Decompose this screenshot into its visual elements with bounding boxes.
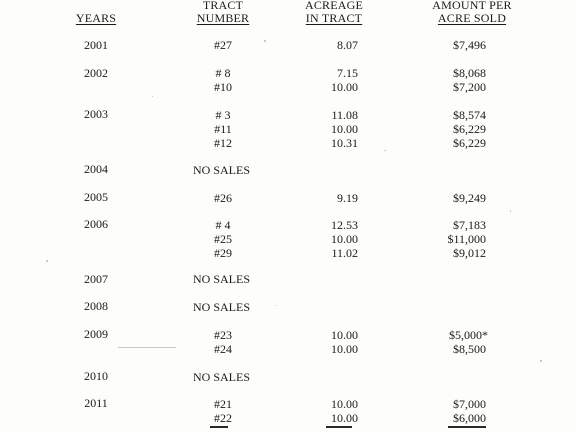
scan-speck: [264, 40, 266, 42]
year-cell: 2008: [84, 299, 108, 313]
acreage-cell: 12.53: [331, 218, 358, 232]
amount-cell: $8,068: [453, 66, 486, 80]
no-sales-label: NO SALES: [193, 272, 251, 286]
header-years-label: YEARS: [75, 11, 117, 25]
scan-speck: [152, 96, 153, 97]
year-cell: 2003: [84, 107, 108, 121]
tract-cell: #21: [214, 397, 232, 411]
acreage-cell: 8.07: [337, 38, 358, 52]
scan-speck: [384, 150, 386, 151]
tract-cell: # 3: [215, 108, 231, 122]
tract-cell: # 8: [215, 66, 231, 80]
header-tract-line2: NUMBER: [196, 11, 250, 25]
acreage-cell: 10.00: [331, 411, 358, 425]
header-acreage-line1: ACREAGE: [304, 0, 364, 12]
header-acreage-line2: IN TRACT: [305, 11, 363, 25]
tract-cell: #24: [214, 342, 232, 356]
year-cell: 2002: [84, 66, 108, 80]
tract-cell: #12: [214, 136, 232, 150]
year-cell: 2001: [84, 38, 108, 52]
amount-cell: $9,249: [453, 191, 486, 205]
header-amount-per-acre: [424, 0, 520, 25]
amount-cell: $7,200: [453, 80, 486, 94]
tract-cell: #27: [214, 38, 232, 52]
no-sales-label: NO SALES: [193, 163, 251, 177]
year-cell: 2010: [84, 369, 108, 383]
scan-streak: [118, 347, 176, 348]
tract-cell: #26: [214, 191, 232, 205]
no-sales-label: NO SALES: [193, 370, 251, 384]
acreage-cell: 9.19: [337, 191, 358, 205]
acreage-cell: 10.00: [331, 80, 358, 94]
tract-cell: #10: [214, 80, 232, 94]
year-cell: 2007: [84, 272, 108, 286]
acreage-cell: 10.00: [331, 232, 358, 246]
header-acreage: [293, 0, 375, 25]
header-amount-line1: AMOUNT PER: [432, 0, 512, 12]
year-cell: 2006: [84, 217, 108, 231]
amount-cell: $8,500: [453, 342, 486, 356]
acreage-cell: 10.00: [331, 122, 358, 136]
amount-cell: $9,012: [453, 246, 486, 260]
acreage-cell: 7.15: [337, 66, 358, 80]
amount-cell: $7,000: [453, 397, 486, 411]
acreage-cell: 10.00: [331, 397, 358, 411]
acreage-cell: 11.08: [331, 108, 358, 122]
tract-cell: #29: [214, 246, 232, 260]
scan-speck: [510, 210, 511, 212]
scan-speck: [540, 360, 542, 362]
acreage-cell: 10.31: [331, 136, 358, 150]
year-cell: 2005: [84, 190, 108, 204]
year-cell: 2009: [84, 327, 108, 341]
amount-cell: $11,000: [447, 232, 486, 246]
amount-cell: $8,574: [453, 108, 486, 122]
header-amount-line2: ACRE SOLD: [437, 11, 507, 25]
cut-off-amount-fragment: [448, 426, 486, 432]
tract-cell: # 4: [215, 218, 231, 232]
header-tract-line1: TRACT: [202, 0, 244, 12]
year-cell: 2011: [84, 396, 108, 410]
amount-cell: $5,000*: [449, 328, 488, 342]
amount-cell: $7,496: [453, 38, 486, 52]
acreage-cell: 10.00: [331, 328, 358, 342]
tract-cell: #25: [214, 232, 232, 246]
cut-off-acreage-fragment: [326, 426, 352, 432]
header-years: [74, 12, 118, 25]
cut-off-tract-fragment: [210, 426, 228, 432]
header-tract-number: [190, 0, 256, 25]
acreage-cell: 11.02: [331, 246, 358, 260]
scan-speck: [46, 260, 48, 262]
tract-cell: #23: [214, 328, 232, 342]
amount-cell: $7,183: [453, 218, 486, 232]
tract-cell: #22: [214, 411, 232, 425]
no-sales-label: NO SALES: [193, 300, 251, 314]
acreage-cell: 10.00: [331, 342, 358, 356]
amount-cell: $6,229: [453, 136, 486, 150]
amount-cell: $6,000: [453, 411, 486, 425]
year-cell: 2004: [84, 162, 108, 176]
tract-cell: #11: [214, 122, 232, 136]
amount-cell: $6,229: [453, 122, 486, 136]
scan-speck: [276, 305, 277, 306]
cut-off-row-fragment: [0, 426, 576, 432]
